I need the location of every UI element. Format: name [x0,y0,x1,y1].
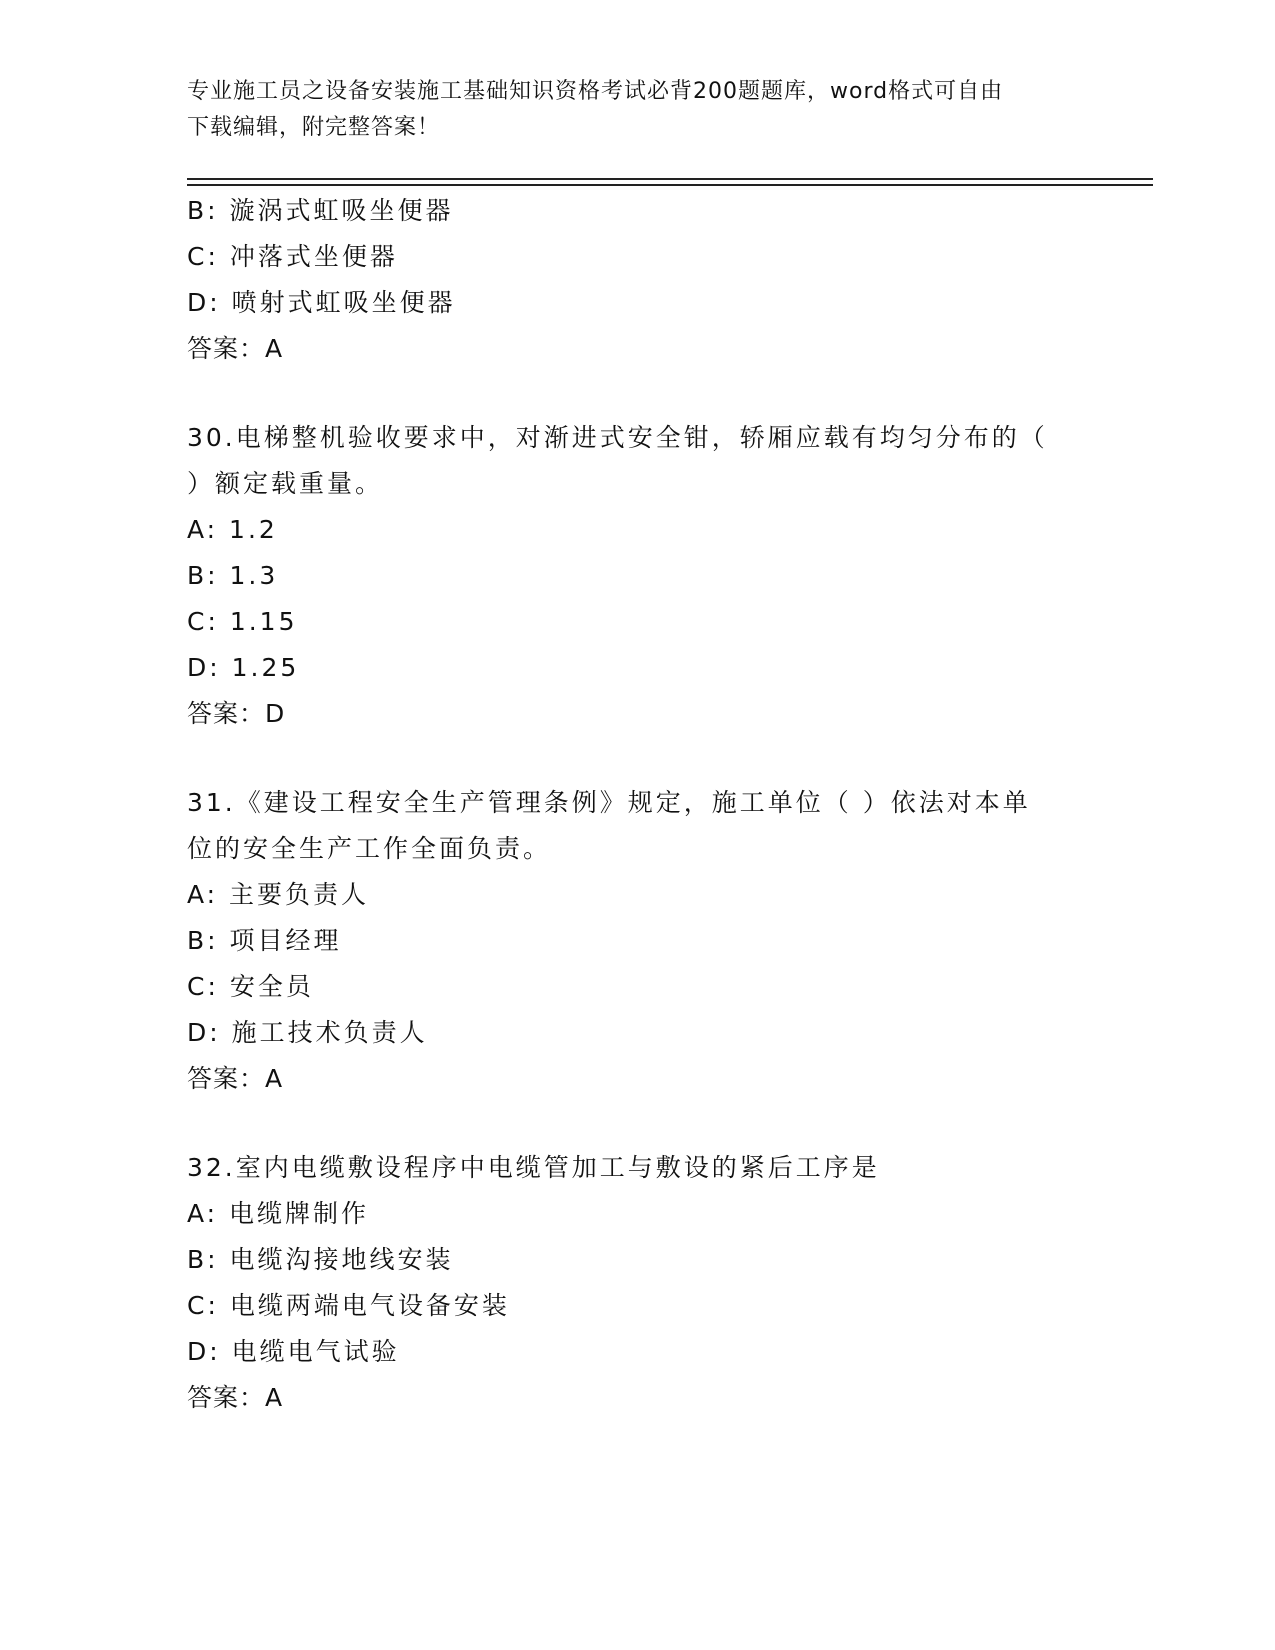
question-block-31 [187,780,1087,1102]
option-b: B: 漩涡式虹吸坐便器 [187,196,454,225]
option-b: B: 1.3 [187,561,279,590]
question-block-32 [187,1145,1087,1421]
option-d: D: 施工技术负责人 [187,1018,428,1047]
option-b: B: 电缆沟接地线安装 [187,1245,454,1274]
question-text-line: 位的安全生产工作全面负责。 [187,834,552,863]
header-line-2: 下载编辑，附完整答案！ [187,115,441,140]
answer-line: 答案：A [187,334,284,363]
option-d: D: 电缆电气试验 [187,1337,400,1366]
header-divider-top [187,178,1153,180]
option-a: A: 电缆牌制作 [187,1199,370,1228]
question-text-line: 31.《建设工程安全生产管理条例》规定，施工单位（ ）依法对本单 [187,788,1031,817]
question-text-line: ）额定载重量。 [187,469,384,498]
option-c: C: 1.15 [187,607,298,636]
question-text-line: 32.室内电缆敷设程序中电缆管加工与敷设的紧后工序是 [187,1153,880,1182]
option-c: C: 冲落式坐便器 [187,242,398,271]
option-d: D: 喷射式虹吸坐便器 [187,288,456,317]
option-a: A: 主要负责人 [187,880,370,909]
answer-line: 答案：D [187,699,286,728]
header-line-1: 专业施工员之设备安装施工基础知识资格考试必背200题题库，word格式可自由 [187,79,1004,104]
option-c: C: 安全员 [187,972,314,1001]
option-d: D: 1.25 [187,653,300,682]
question-block-30 [187,415,1087,737]
option-b: B: 项目经理 [187,926,342,955]
previous-question-block [187,188,1087,372]
option-a: A: 1.2 [187,515,278,544]
question-list [187,188,1087,1421]
document-header [187,74,1087,146]
question-text-line: 30.电梯整机验收要求中，对渐进式安全钳，轿厢应载有均匀分布的（ [187,423,1048,452]
answer-line: 答案：A [187,1383,284,1412]
answer-line: 答案：A [187,1064,284,1093]
header-divider-bottom [187,184,1153,186]
option-c: C: 电缆两端电气设备安装 [187,1291,510,1320]
